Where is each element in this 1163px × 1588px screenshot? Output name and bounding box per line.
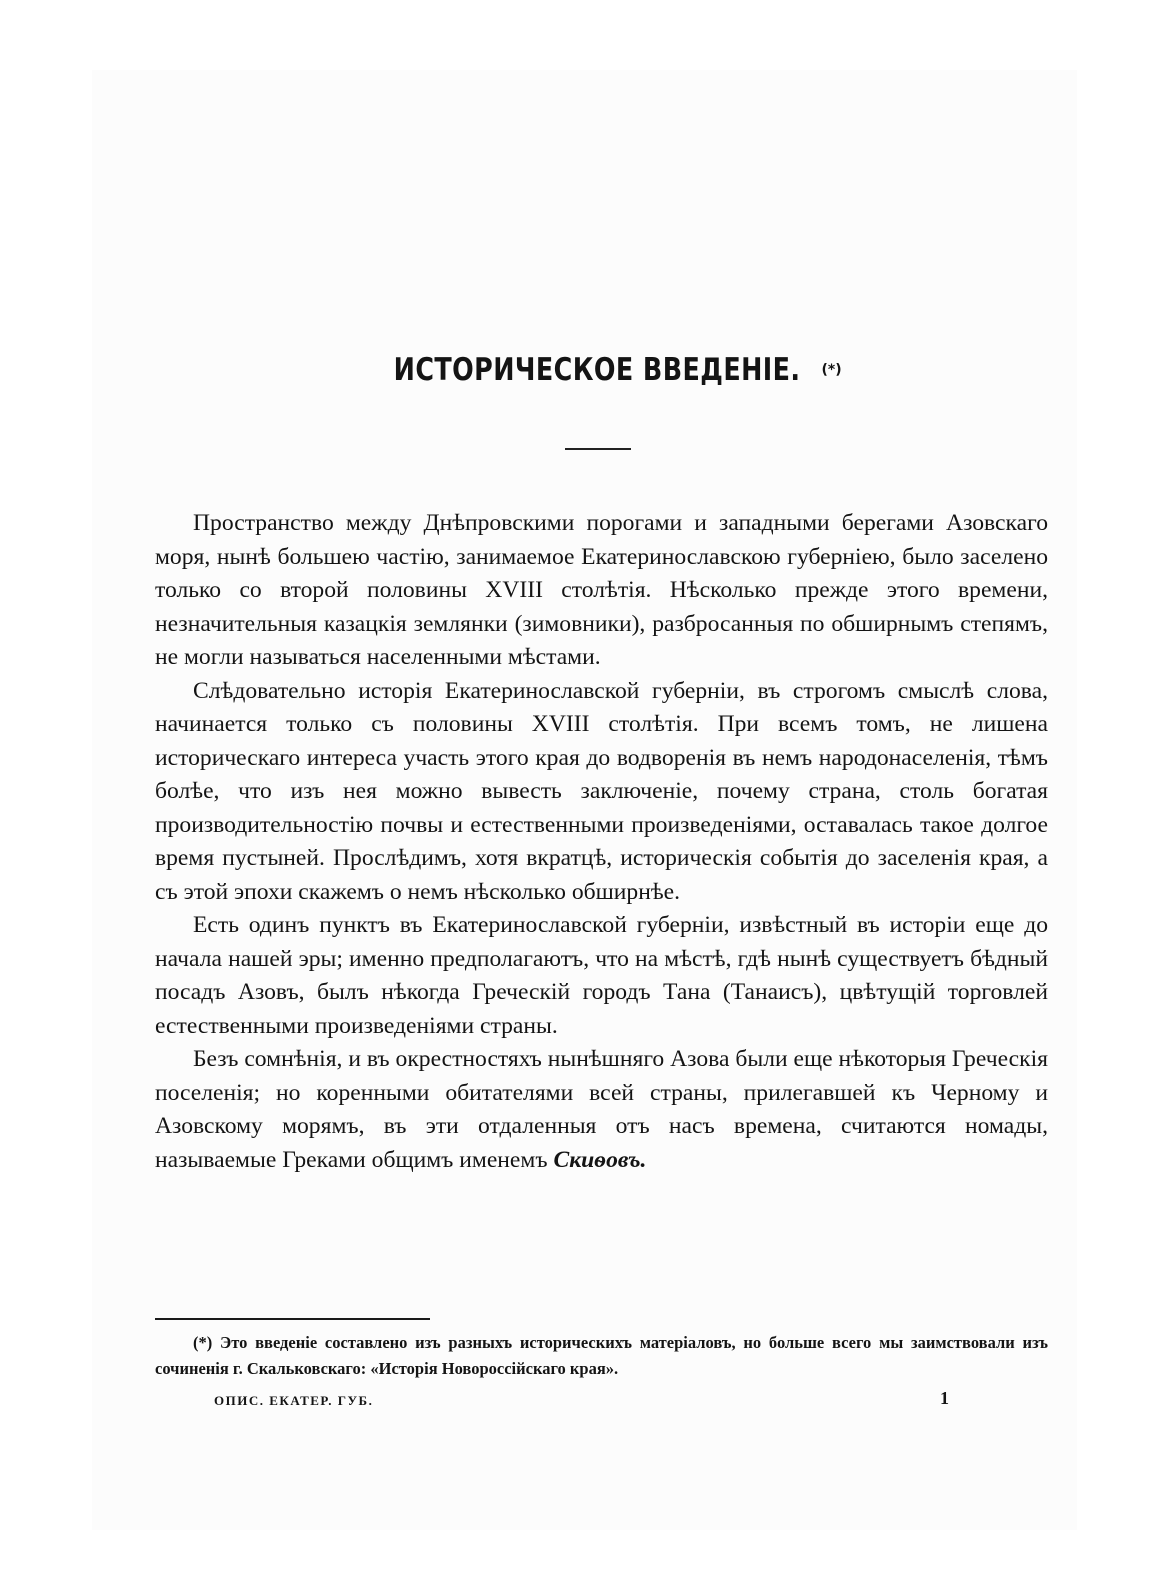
title-divider [565, 448, 631, 450]
footnote [155, 1330, 1048, 1382]
paragraph-3: Есть одинъ пунктъ въ Екатеринославской губерніи, извѣстный въ исторіи еще до начала нашей эры; именно предполагаютъ, что на мѣстѣ, гдѣ нынѣ существуетъ бѣдный посадъ Азовъ, былъ нѣкогда Греческій городъ Тана (Танаисъ), цвѣтущій торговлей естественными произведеніями страны. [155, 912, 1048, 1039]
paragraph-2: Слѣдовательно исторія Екатеринославской губерніи, въ строгомъ смыслѣ слова, начинается только съ половины XVIII столѣтія. При всемъ томъ, не лишена историческаго интереса участь этого края до водворенія въ немъ народонаселенія, тѣмъ болѣе, что изъ нея можно вывесть заключеніе, почему страна, столь богатая производительностію почвы и естественными произведеніями, оставалась такое долгое время пустыней. Прослѣдимъ, хотя вкратцѣ, историческія событія до заселенія края, а съ этой эпохи скажемъ о немъ нѣсколько обширнѣе. [155, 677, 1048, 905]
body-text [155, 507, 1048, 1177]
paragraph-1: Пространство между Днѣпровскими порогами и западными берегами Азовскаго моря, нынѣ большею частію, занимаемое Екатеринославскою губерніею, было заселено только со второй половины XVIII столѣтія. Нѣсколько прежде этого времени, незначительныя казацкія землянки (зимовники), разбросанныя по обширнымъ степямъ, не могли называться населенными мѣстами. [155, 510, 1048, 670]
footnote-divider [155, 1318, 430, 1320]
page-number: 1 [940, 1388, 949, 1408]
page-title: ИСТОРИЧЕСКОЕ ВВЕДЕНІЕ. [394, 352, 801, 388]
printer-signature: ОПИС. ЕКАТЕР. ГУБ. [214, 1393, 374, 1408]
paragraph-4-text: Безъ сомнѣнія, и въ окрестностяхъ нынѣшняго Азова были еще нѣкоторыя Греческія поселенія; но коренными обитателями всей страны, прилегавшей къ Черному и Азовскому морямъ, въ эти отдаленныя отъ насъ времена, считаются номады, называемые Греками общимъ именемъ [155, 1046, 1048, 1173]
paragraph-4 [155, 1043, 1048, 1177]
title-footnote-mark: (*) [821, 361, 842, 378]
heading-block [0, 352, 1163, 388]
footnote-text: (*) Это введеніе составлено изъ разныхъ историческихъ матеріаловъ, но больше всего мы заимствовали изъ сочиненія г. Скальковскаго: «Исторія Новороссійскаго края». [155, 1333, 1048, 1378]
emphasized-word: Скиѳовъ. [553, 1146, 647, 1173]
